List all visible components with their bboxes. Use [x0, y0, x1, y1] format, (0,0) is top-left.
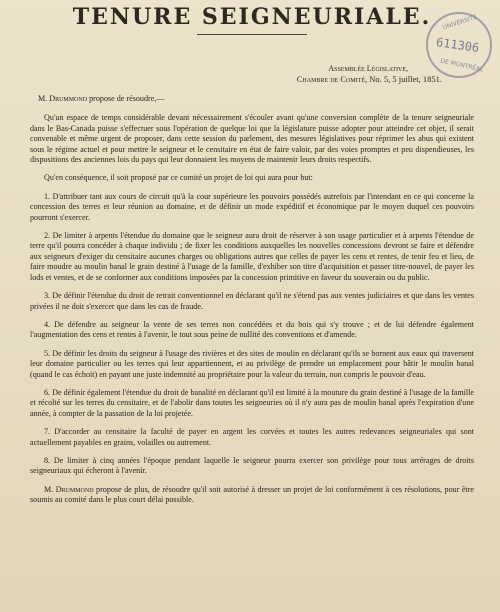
resolution-item-7: 7. D'accorder au censitaire la faculté de payer en argent les corvées et toutes les autres redevances seigneuriales qui sont actuellement payables en grains, volailles ou autrement. — [30, 427, 474, 447]
resolution-item-8: 8. De limiter à cinq années l'époque pendant laquelle le seigneur pourra exercer son privilège pour tous arrérages de droits seigneuriaux qui écheront à l'avenir. — [30, 455, 474, 476]
chamber-date: No. 5, 5 juillet, 1851. — [369, 74, 442, 84]
resolution-item-5: 5. De définir les droits du seigneur à l'usage des rivières et des sites de moulin en déclarant qu'ils se bornent aux eaux qui traversent leur domaine particulier ou les terres qui leur appartiennent, et au privilège de prendre un emplacement pour bâtir le moulin banal (quand le cas échoit) en payant une juste indemnité au propriétaire pour la valeur du terrain, non compris le pouvoir d'eau. — [30, 348, 474, 379]
chamber-prefix: Chambre de Comité, — [296, 74, 368, 84]
stamp-top-text: UNIVERSITÉ — [441, 13, 478, 32]
stamp-number: 611306 — [435, 35, 481, 55]
closing-paragraph — [30, 485, 474, 506]
document-body — [30, 94, 474, 506]
document-title: TENURE SEIGNEURIALE. — [72, 4, 432, 30]
preamble-paragraph: Qu'un espace de temps considérable devant nécessairement s'écouler avant qu'une conversion complète de la tenure seigneuriale dans le Bas-Canada puisse s'effectuer sous l'opération de quelque loi que la législature puisse adopter pour atteindre cet objet, il serait convenable et même urgent de proposer, dans cette session du parlement, des mesures législatives pour réprimer les abus qui existent sous le régime actuel et pour mettre le seigneur et le censitaire en état de faire valoir, par des voies promptes et peu dispendieuses, les dispositions des anciennes lois du pays qui leur donnaient les moyens de maintenir leurs droits respectifs. — [30, 113, 474, 165]
proposal-text: propose de résoudre,— — [89, 94, 165, 103]
resolution-item-3: 3. De définir l'étendue du droit de retrait conventionnel en déclarant qu'il ne s'étend pas aux ventes judiciaires et que dans les ventes privées il ne doit s'exercer que dans les cas de fraude. — [30, 291, 474, 311]
university-stamp — [426, 12, 492, 78]
resolution-item-2: 2. De limiter à arpents l'étendue du domaine que le seigneur aura droit de réserver à son usage particulier et à arpents l'étendue de terre qu'il pourra concéder à chaque individu ; de fixer les conditions auxquelles les nouvelles concessions devront se faire et défendre aux seigneurs d'exiger du censitaire aucunes charges ou obligations autres que celles de payer les cens et rentes, de tenir feu et lieu, de faire moudre au moulin banal le grain destiné à l'usage de la famille, d'exhiber son titre d'acquisition et passer titre-nouvel, de payer les lods et ventes, et de se conformer aux conditions imposées par la concession primitive en faveur du souverain ou du public. — [30, 231, 474, 282]
opening-line — [38, 94, 474, 104]
resolution-item-4: 4. De défendre au seigneur la vente de ses terres non concédées et du bois qui s'y trouve ; et de lui défendre également l'augmentation des cens et rentes à l'avenir, le tout sous peine de nullité des conventions et d'amende. — [30, 319, 474, 340]
resolution-item-1: 1. D'attribuer tant aux cours de circuit qu'à la cour supérieure les pouvoirs possédés autrefois par l'intendant en ce qui concerne la concession des terres et leur réunion au domaine, et de définir un mode expéditif et économique par le moyen duquel ces pouvoirs pourront s'exercer. — [30, 191, 474, 222]
closing-speaker-name: M. Drummond — [44, 484, 94, 494]
resolution-item-6: 6. De définir également l'étendue du droit de banalité en déclarant qu'il est limité à la mouture du grain destiné à l'usage de la famille et récolté sur les terres du censitaire, et de l'abolir dans toutes les seigneuries où il n'y aura pas de moulin banal après l'expiration d'une année, à compter de la passation de la loi projetée. — [30, 387, 474, 418]
title-rule — [197, 34, 307, 35]
consequence-paragraph: Qu'en conséquence, il soit proposé par ce comité un projet de loi qui aura pour but: — [44, 173, 313, 183]
closing-text: propose de plus, de résoudre qu'il soit autorisé à dresser un projet de loi conformément à ces résolutions, pour être soumis au comité dans le plus court délai possible. — [30, 484, 474, 505]
speaker-name: M. Drummond — [38, 94, 88, 103]
stamp-bottom-text: DE MONTRÉAL — [439, 57, 485, 74]
committee-dateline — [297, 74, 442, 84]
assembly-heading: Assemblée Législative, — [328, 64, 408, 73]
